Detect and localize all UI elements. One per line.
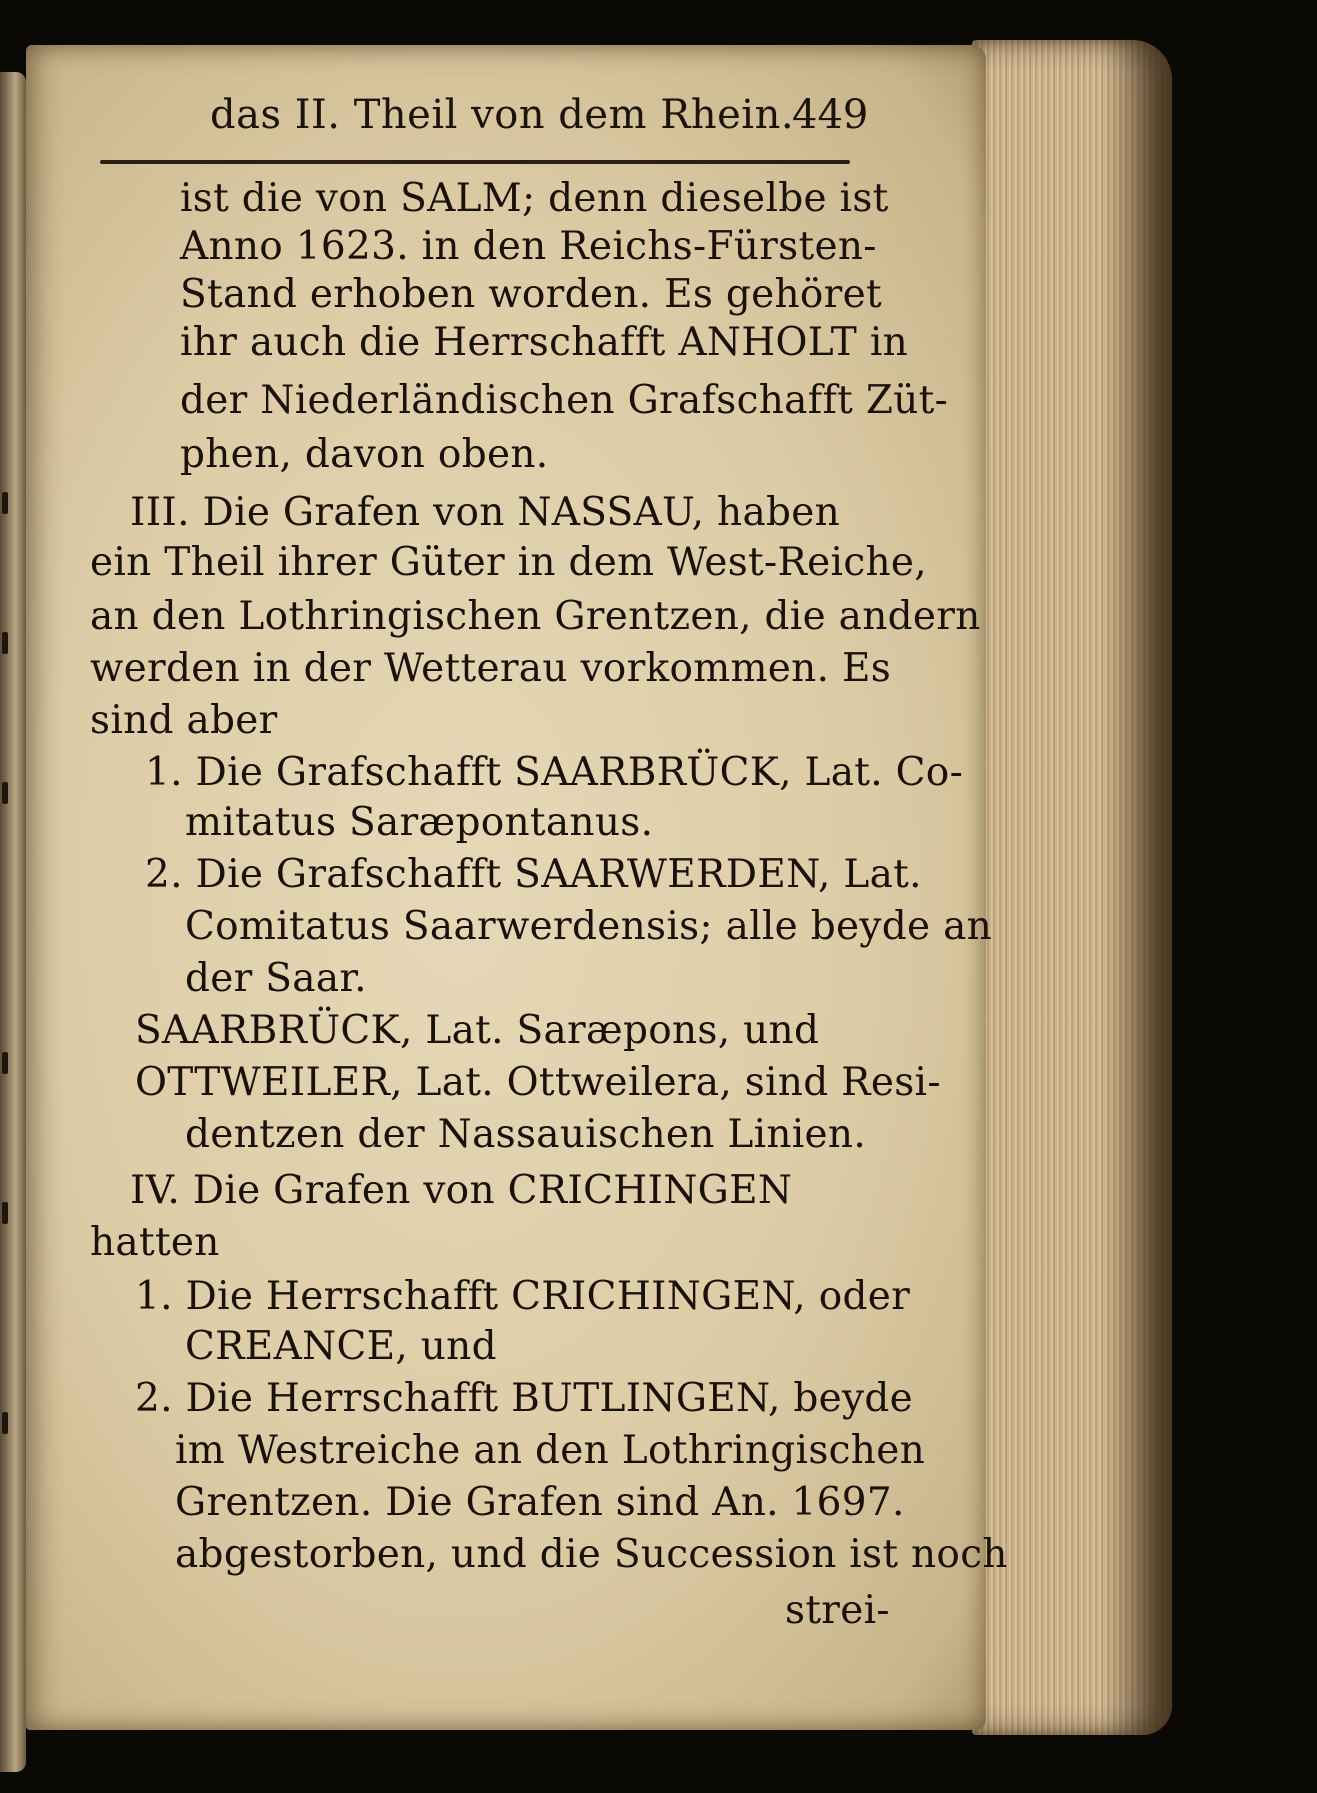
facing-page-edge (0, 72, 26, 1772)
text-line: ein Theil ihrer Güter in dem West-Reiche, (90, 540, 927, 585)
text-line: OTTWEILER, Lat. Ottweilera, sind Resi- (135, 1060, 941, 1105)
text-line: dentzen der Nassauischen Linien. (185, 1112, 867, 1157)
text-line: an den Lothringischen Grentzen, die andern (90, 594, 981, 639)
running-head: das II. Theil von dem Rhein. (210, 92, 795, 138)
text-line: im Westreiche an den Lothringischen (175, 1428, 925, 1473)
text-line: 2. Die Herrschafft BUTLINGEN, beyde (135, 1376, 914, 1421)
text-line: CREANCE, und (185, 1324, 497, 1369)
text-line: der Niederländischen Grafschafft Züt- (180, 378, 949, 423)
text-line: Grentzen. Die Grafen sind An. 1697. (175, 1480, 905, 1525)
page-header (180, 92, 880, 142)
text-line: mitatus Saræpontanus. (185, 800, 654, 845)
text-line: abgestorben, und die Succession ist noch (175, 1532, 1008, 1577)
show-through-mark (2, 492, 8, 514)
text-line: der Saar. (185, 956, 367, 1001)
show-through-mark (2, 1412, 8, 1434)
header-rule (100, 160, 850, 164)
show-through-mark (2, 1202, 8, 1224)
text-line: 2. Die Grafschafft SAARWERDEN, Lat. (145, 852, 922, 897)
text-line: ist die von SALM; denn dieselbe ist (180, 176, 889, 221)
text-line: SAARBRÜCK, Lat. Saræpons, und (135, 1008, 820, 1053)
text-line: ihr auch die Herrschafft ANHOLT in (180, 320, 909, 365)
book-fore-edge (972, 40, 1172, 1735)
catchword: strei- (785, 1588, 890, 1633)
text-line: 1. Die Herrschafft CRICHINGEN, oder (135, 1274, 911, 1319)
text-line: III. Die Grafen von NASSAU, haben (130, 490, 841, 535)
text-line: 1. Die Grafschafft SAARBRÜCK, Lat. Co- (145, 750, 964, 795)
page-number: 449 (792, 92, 869, 138)
text-line: IV. Die Grafen von CRICHINGEN (130, 1168, 793, 1213)
show-through-mark (2, 782, 8, 804)
text-line: werden in der Wetterau vorkommen. Es (90, 646, 892, 691)
text-line: phen, davon oben. (180, 432, 549, 477)
text-line: Stand erhoben worden. Es gehöret (180, 272, 882, 317)
text-line: sind aber (90, 698, 278, 743)
text-line: Anno 1623. in den Reichs-Fürsten- (180, 224, 877, 269)
text-line: hatten (90, 1220, 220, 1265)
text-line: Comitatus Saarwerdensis; alle beyde an (185, 904, 993, 949)
show-through-mark (2, 632, 8, 654)
show-through-mark (2, 1052, 8, 1074)
